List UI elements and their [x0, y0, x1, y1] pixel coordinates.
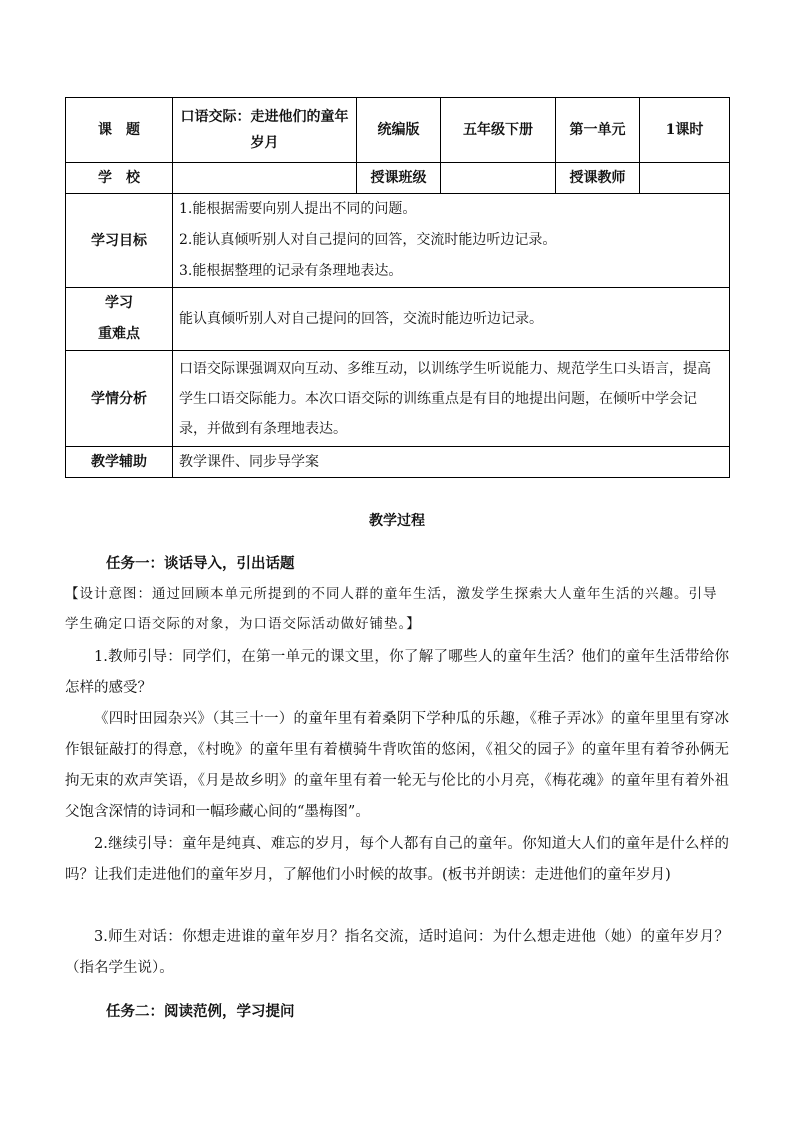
- class-label: 授课班级: [357, 163, 441, 194]
- goal-item: 3.能根据整理的记录有条理地表达。: [179, 263, 403, 279]
- school-row: [66, 163, 730, 194]
- paragraph-1: 1.教师引导：同学们，在第一单元的课文里，你了解了哪些人的童年生活？他们的童年生活带给你怎样的感受？: [65, 649, 729, 696]
- goals-cell: [173, 194, 730, 288]
- paragraph-2: 《四时田园杂兴》（其三十一）的童年里有着桑阴下学种瓜的乐趣，《稚子弄冰》的童年里里有穿冰作银钲敲打的得意，《村晚》的童年里有着横骑牛背吹笛的悠闲，《祖父的园子》的童年里有着爷孙俩无拘无束的欢声笑语，《月是故乡明》的童年里有着一轮无与伦比的小月亮，《梅花魂》的童年里有着外祖父饱含深情的诗词和一幅珍藏心间的“墨梅图”。: [65, 711, 729, 820]
- key-points-text: 能认真倾听别人对自己提问的回答，交流时能边听边记录。: [173, 288, 730, 351]
- goal-item: 1.能根据需要向别人提出不同的问题。: [179, 201, 417, 217]
- topic-label: 课 题: [66, 98, 173, 163]
- hours-value: 1课时: [640, 98, 730, 163]
- design-intent: 【设计意图：通过回顾本单元所提到的不同人群的童年生活，激发学生探索大人童年生活的兴趣。引导学生确定口语交际的对象，为口语交际活动做好铺垫。】: [65, 586, 718, 632]
- task2-title: 任务二：阅读范例，学习提问: [106, 1003, 295, 1020]
- topic-value: 口语交际：走进他们的童年岁月: [173, 98, 357, 163]
- goal-item: 2.能认真倾听别人对自己提问的回答，交流时能边听边记录。: [179, 232, 557, 248]
- analysis-label: 学情分析: [66, 351, 173, 447]
- analysis-text: 口语交际课强调双向互动、多维互动，以训练学生听说能力、规范学生口头语言，提高学生口语交际能力。本次口语交际的训练重点是有目的地提出问题，在倾听中学会记录，并做到有条理地表达。: [173, 351, 730, 447]
- class-value: [441, 163, 556, 194]
- paragraph-4: 3.师生对话：你想走进谁的童年岁月？指名交流，适时追问：为什么想走进他（她）的童年岁月？（指名学生说）。: [65, 929, 729, 976]
- edition-value: 统编版: [357, 98, 441, 163]
- paragraph-3: 2.继续引导：童年是纯真、难忘的岁月，每个人都有自己的童年。你知道大人们的童年是什么样的吗？让我们走进他们的童年岁月，了解他们小时候的故事。(板书并朗读：走进他们的童年岁月): [65, 836, 729, 883]
- lesson-info-table: [65, 97, 730, 478]
- key-points-label: [66, 288, 173, 351]
- task1-title: 任务一：谈话导入，引出话题: [106, 555, 295, 572]
- unit-value: 第一单元: [556, 98, 640, 163]
- teaching-aid-label: 教学辅助: [66, 447, 173, 478]
- school-label: 学 校: [66, 163, 173, 194]
- key-points-row: [66, 288, 730, 351]
- teaching-aid-row: [66, 447, 730, 478]
- teacher-value: [640, 163, 730, 194]
- key-label-line-2: 重难点: [98, 326, 140, 342]
- school-value: [173, 163, 357, 194]
- title-row: [66, 98, 730, 163]
- process-heading: 教学过程: [369, 513, 425, 529]
- teacher-label: 授课教师: [556, 163, 640, 194]
- analysis-row: [66, 351, 730, 447]
- goals-row: [66, 194, 730, 288]
- goals-label: 学习目标: [66, 194, 173, 288]
- key-label-line-1: 学习: [105, 295, 133, 311]
- grade-value: 五年级下册: [441, 98, 556, 163]
- teaching-aid-text: 教学课件、同步导学案: [173, 447, 730, 478]
